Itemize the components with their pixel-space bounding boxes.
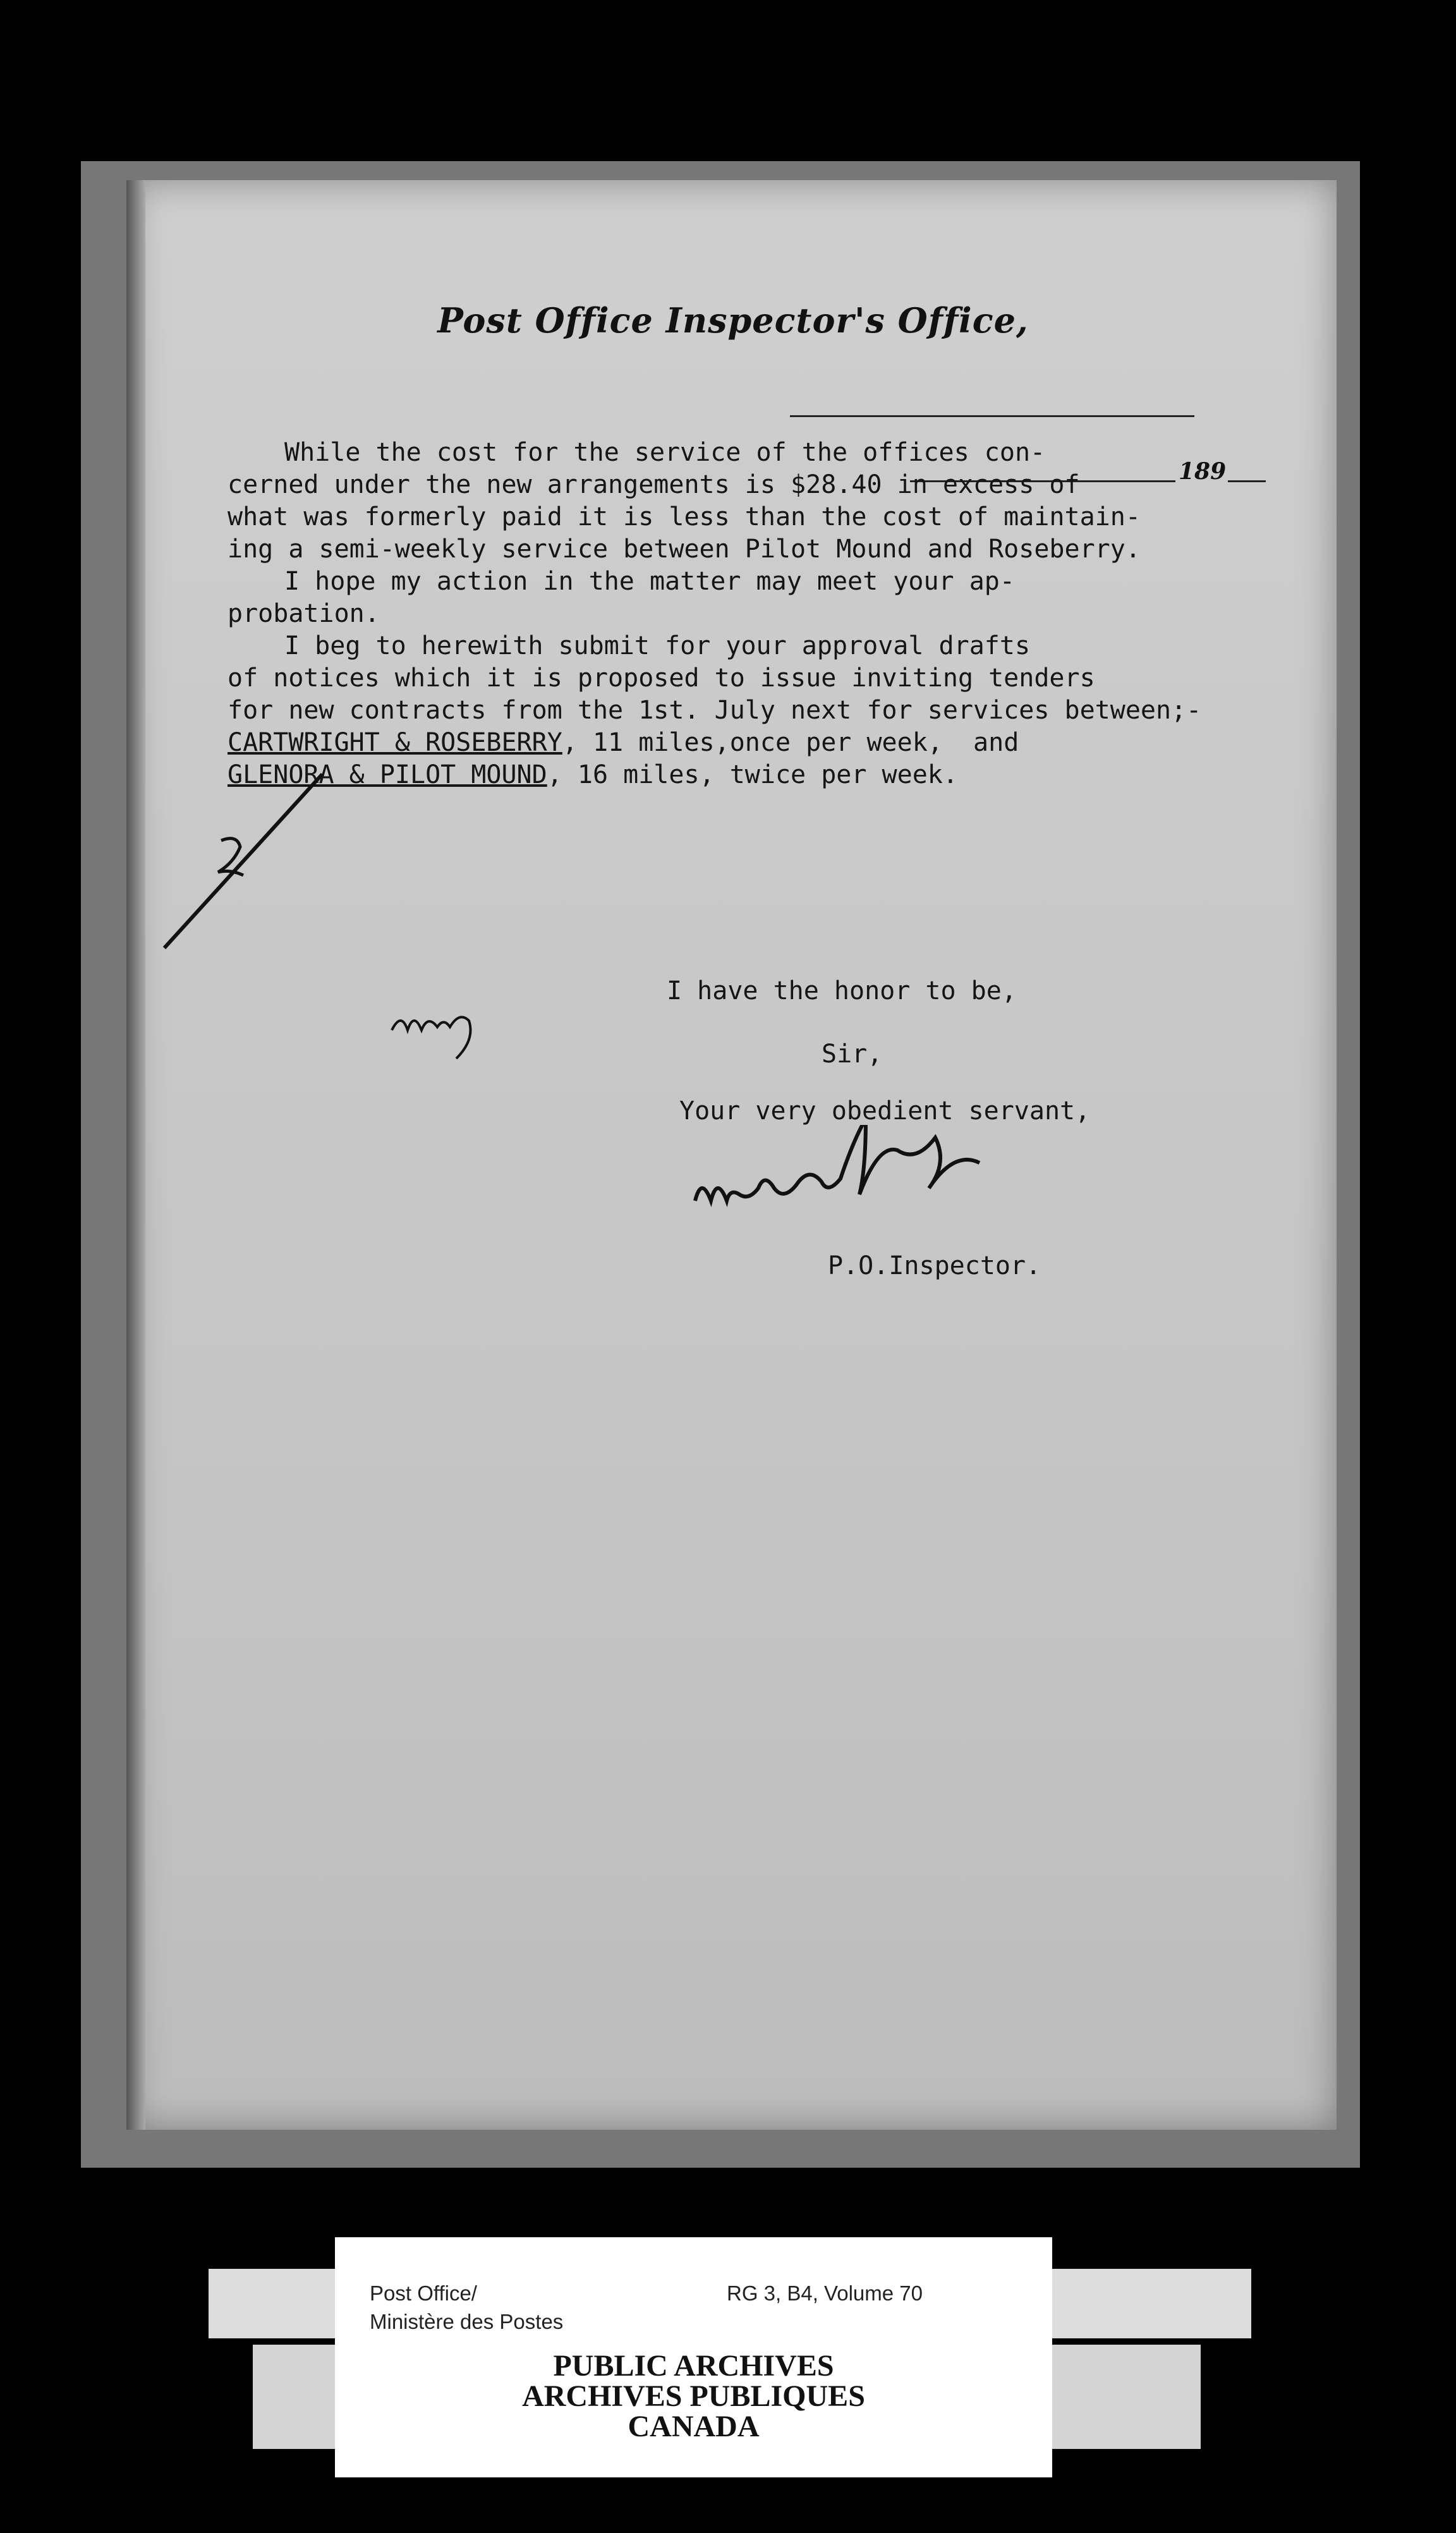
- body-line: I beg to herewith submit for your approval drafts: [284, 631, 1031, 660]
- route-detail: , 16 miles, twice per week.: [547, 760, 958, 789]
- body-line: what was formerly paid it is less than the cost of maintain-: [228, 502, 1141, 532]
- letterhead: Post Office Inspector's Office,: [437, 300, 1029, 341]
- body-line: cerned under the new arrangements is $28.40 in excess of: [228, 470, 1080, 499]
- margin-mark: [152, 758, 341, 967]
- stamp-line: CANADA: [628, 2410, 760, 2443]
- dept-fr: Ministère des Postes: [370, 2310, 564, 2333]
- route-name: GLENORA & PILOT MOUND: [228, 760, 547, 789]
- body-line: probation.: [228, 599, 380, 628]
- route-line-1: [228, 727, 1264, 759]
- body-line: I hope my action in the matter may meet your ap-: [284, 567, 1015, 596]
- letter-body: [228, 404, 1264, 823]
- body-line: for new contracts from the 1st. July next for services between;-: [228, 696, 1202, 725]
- closing-salutation: Sir,: [822, 1040, 883, 1069]
- archive-stamp: [335, 2351, 1052, 2442]
- initials-mark: [385, 986, 512, 1068]
- closing-servant: Your very obedient servant,: [679, 1096, 1091, 1126]
- body-line: While the cost for the service of the offices con-: [284, 438, 1046, 467]
- stamp-line: ARCHIVES PUBLIQUES: [522, 2379, 865, 2413]
- stamp-line: PUBLIC ARCHIVES: [553, 2349, 834, 2383]
- body-line: of notices which it is proposed to issue inviting tenders: [228, 664, 1095, 693]
- year-printed: 189: [1179, 458, 1227, 485]
- closing-honor: I have the honor to be,: [667, 976, 1017, 1005]
- route-name: CARTWRIGHT & ROSEBERRY: [228, 728, 562, 757]
- route-line-2: [228, 759, 1264, 791]
- dept-en: Post Office/: [370, 2281, 477, 2305]
- route-detail: , 11 miles,once per week, and: [562, 728, 1019, 757]
- signature: [689, 1125, 1081, 1245]
- signatory-title: P.O.Inspector.: [828, 1251, 1041, 1280]
- body-line: ing a semi-weekly service between Pilot Mound and Roseberry.: [228, 535, 1141, 564]
- archive-reference: RG 3, B4, Volume 70: [727, 2281, 923, 2305]
